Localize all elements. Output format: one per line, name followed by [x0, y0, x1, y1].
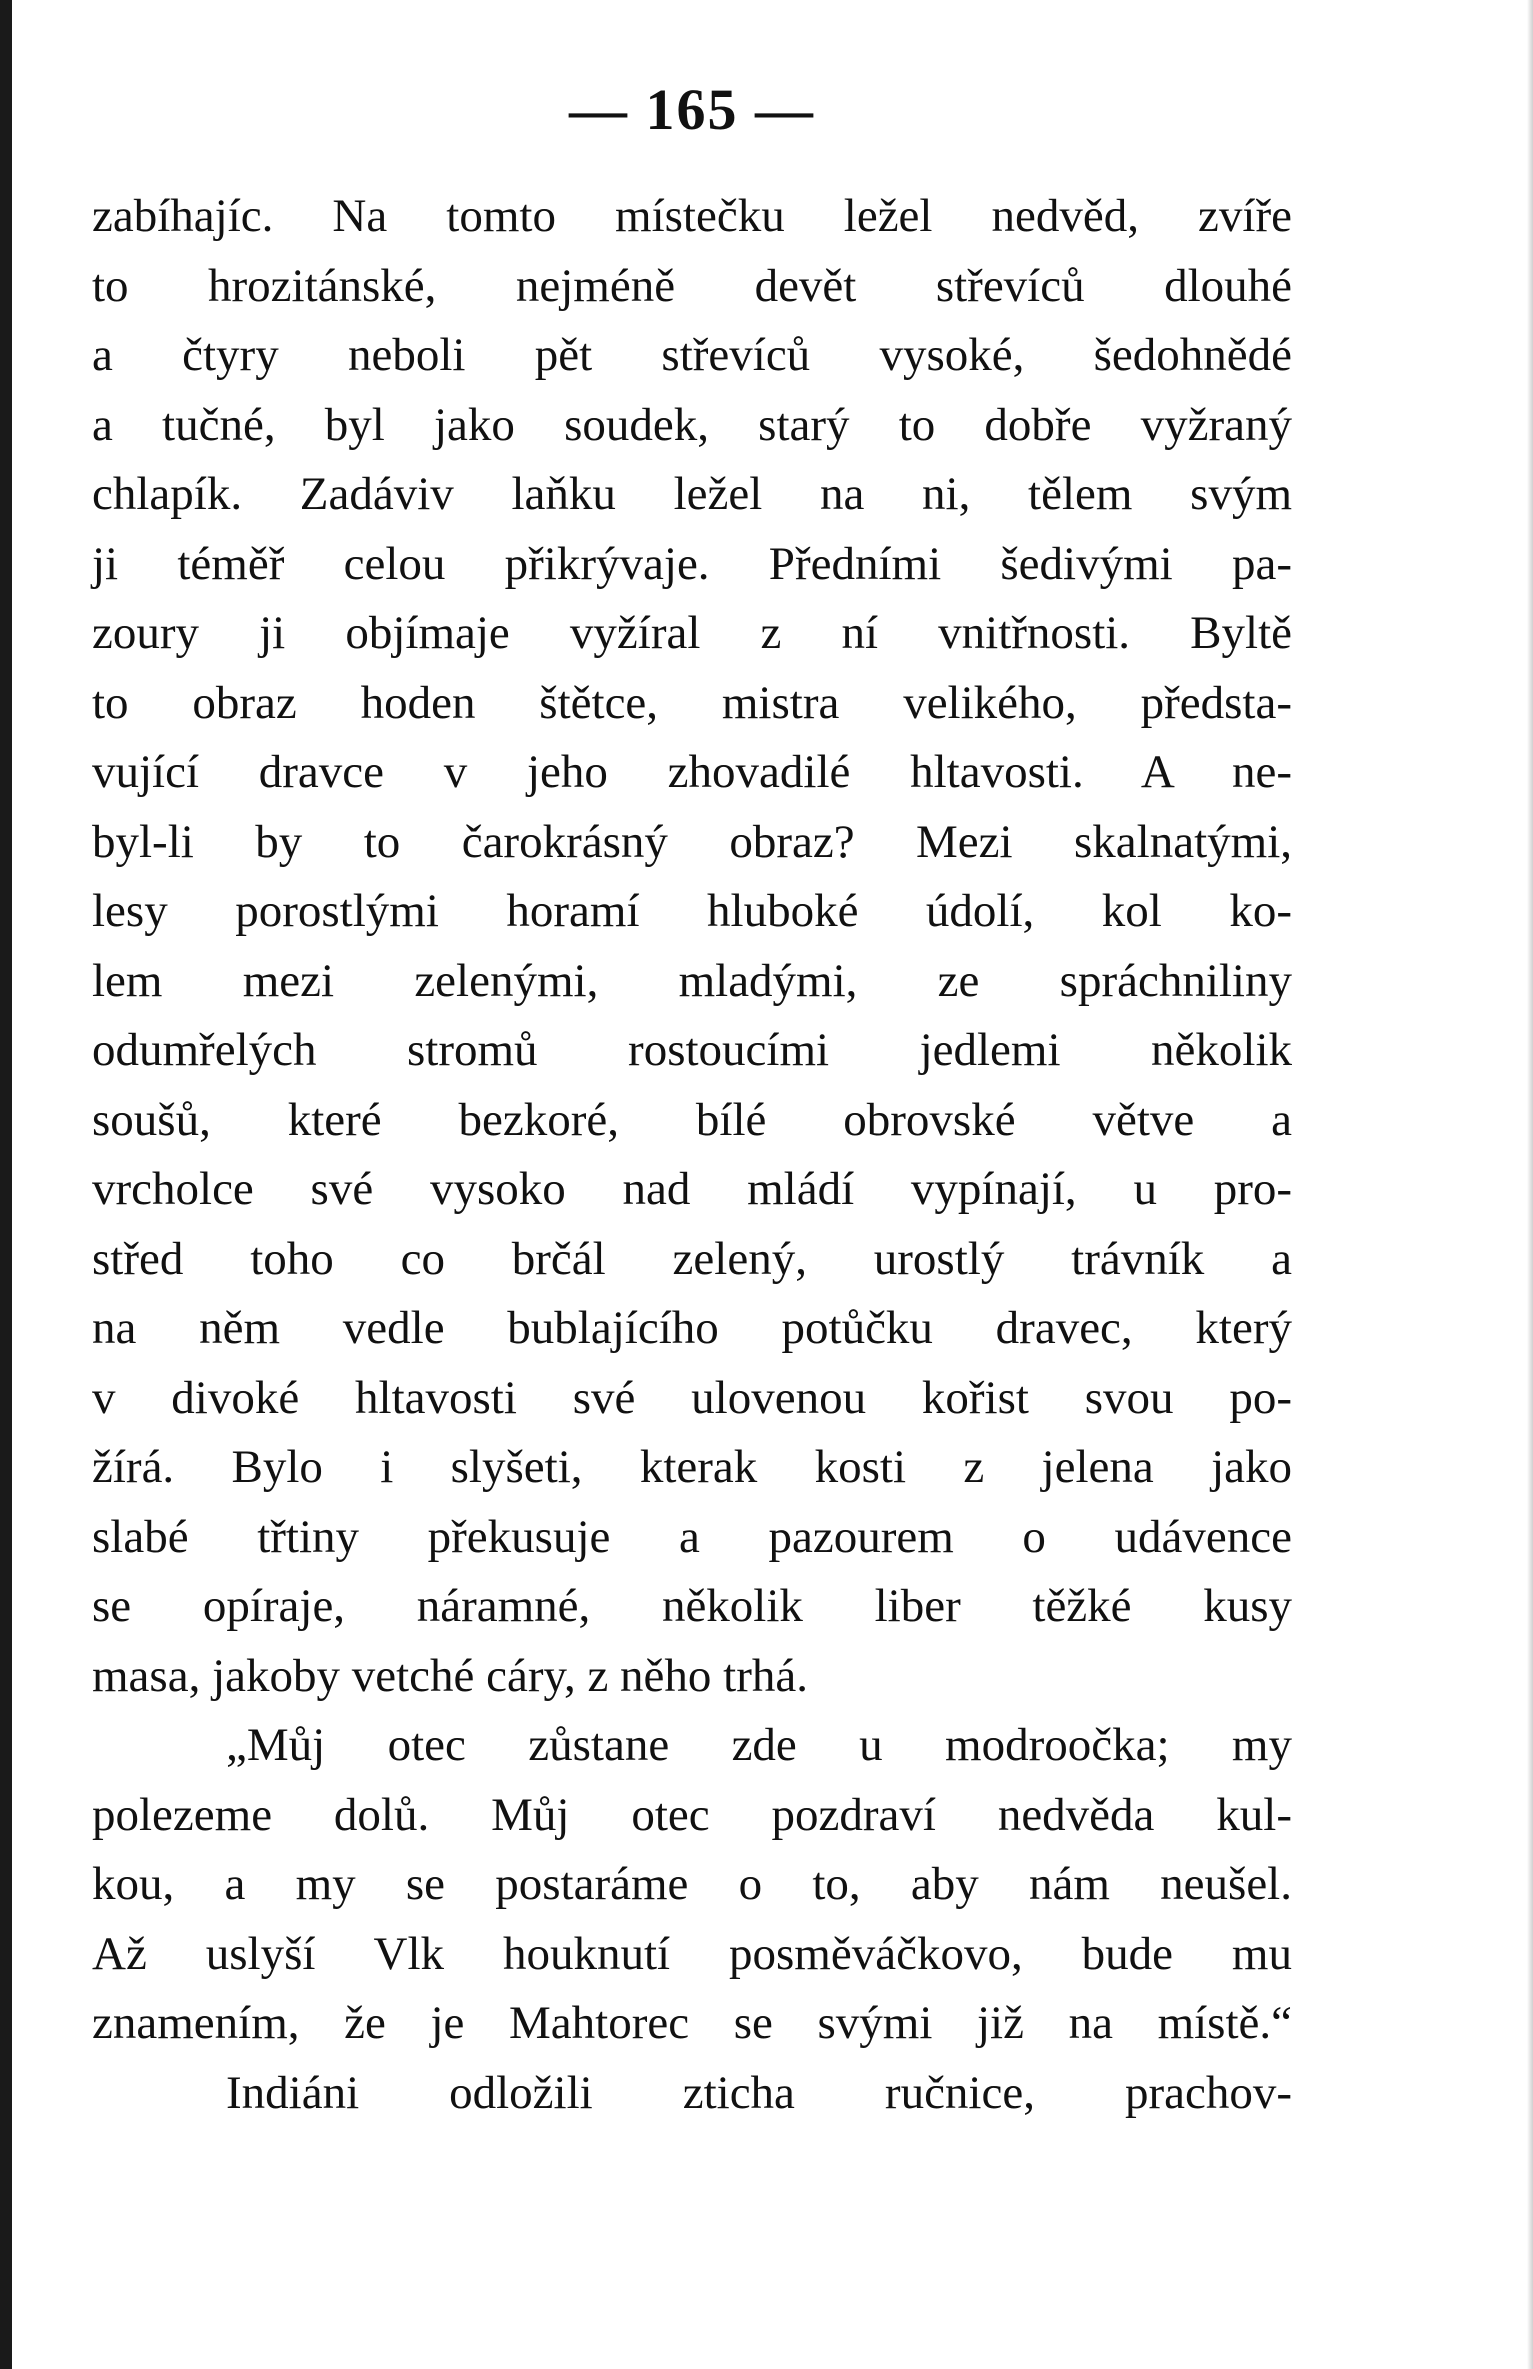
scan-edge-left [0, 0, 12, 2369]
text-line: a tučné, byl jako soudek, starý to dobře vyžraný [92, 398, 1292, 451]
text-line: Až uslyší Vlk houknutí posměváčkovo, bude mu [92, 1927, 1292, 1980]
text-line: lem mezi zelenými, mladými, ze spráchniliny [92, 954, 1292, 1007]
text-line: a čtyry neboli pět střevíců vysoké, šedohnědé [92, 329, 1292, 381]
text-line: zoury ji objímaje vyžíral z ní vnitřnosti. Byltě [92, 607, 1292, 659]
text-line: ji téměř celou přikrývaje. Předními šedivými pa- [92, 537, 1292, 590]
text-line: chlapík. Zadáviv laňku ležel na ni, tělem svým [92, 468, 1292, 520]
text-line: zabíhajíc. Na tomto místečku ležel nedvěd, zvíře [92, 190, 1292, 242]
text-line: odumřelých stromů rostoucími jedlemi několik [92, 1024, 1292, 1076]
book-page [92, 70, 1292, 2128]
text-line: střed toho co brčál zelený, urostlý trávník a [92, 1232, 1292, 1285]
text-line: se opíraje, náramné, několik liber těžké kusy [92, 1580, 1292, 1632]
text-line: kou, a my se postaráme o to, aby nám neušel. [92, 1858, 1292, 1910]
text-line: Indiáni odložili zticha ručnice, prachov- [226, 2066, 1292, 2119]
page-body [92, 182, 1292, 2128]
page-number: — 165 — [569, 77, 815, 142]
text-line: žírá. Bylo i slyšeti, kterak kosti z jelena jako [92, 1441, 1292, 1493]
text-line: to obraz hoden štětce, mistra velikého, předsta- [92, 676, 1292, 729]
text-line: to hrozitánské, nejméně devět střevíců dlouhé [92, 259, 1292, 312]
text-line: „Můj otec zůstane zde u modroočka; my [226, 1719, 1292, 1771]
text-line: slabé třtiny překusuje a pazourem o udávence [92, 1510, 1292, 1563]
text-line: polezeme dolů. Můj otec pozdraví nedvěda kul- [92, 1788, 1292, 1841]
scan-edge-right [1527, 0, 1533, 2369]
text-line: masa, jakoby vetché cáry, z něho trhá. [92, 1649, 808, 1702]
text-line: soušů, které bezkoré, bílé obrovské větve a [92, 1093, 1292, 1146]
text-line: byl-li by to čarokrásný obraz? Mezi skalnatými, [92, 815, 1292, 868]
text-line: lesy porostlými horamí hluboké údolí, kol ko- [92, 885, 1292, 937]
text-line: na něm vedle bublajícího potůčku dravec, který [92, 1302, 1292, 1354]
text-line: vující dravce v jeho zhovadilé hltavosti. A ne- [92, 746, 1292, 798]
text-line: znamením, že je Mahtorec se svými již na místě.“ [92, 1997, 1292, 2049]
text-line: v divoké hltavosti své ulovenou kořist svou po- [92, 1371, 1292, 1424]
text-line: vrcholce své vysoko nad mládí vypínají, u pro- [92, 1163, 1292, 1215]
